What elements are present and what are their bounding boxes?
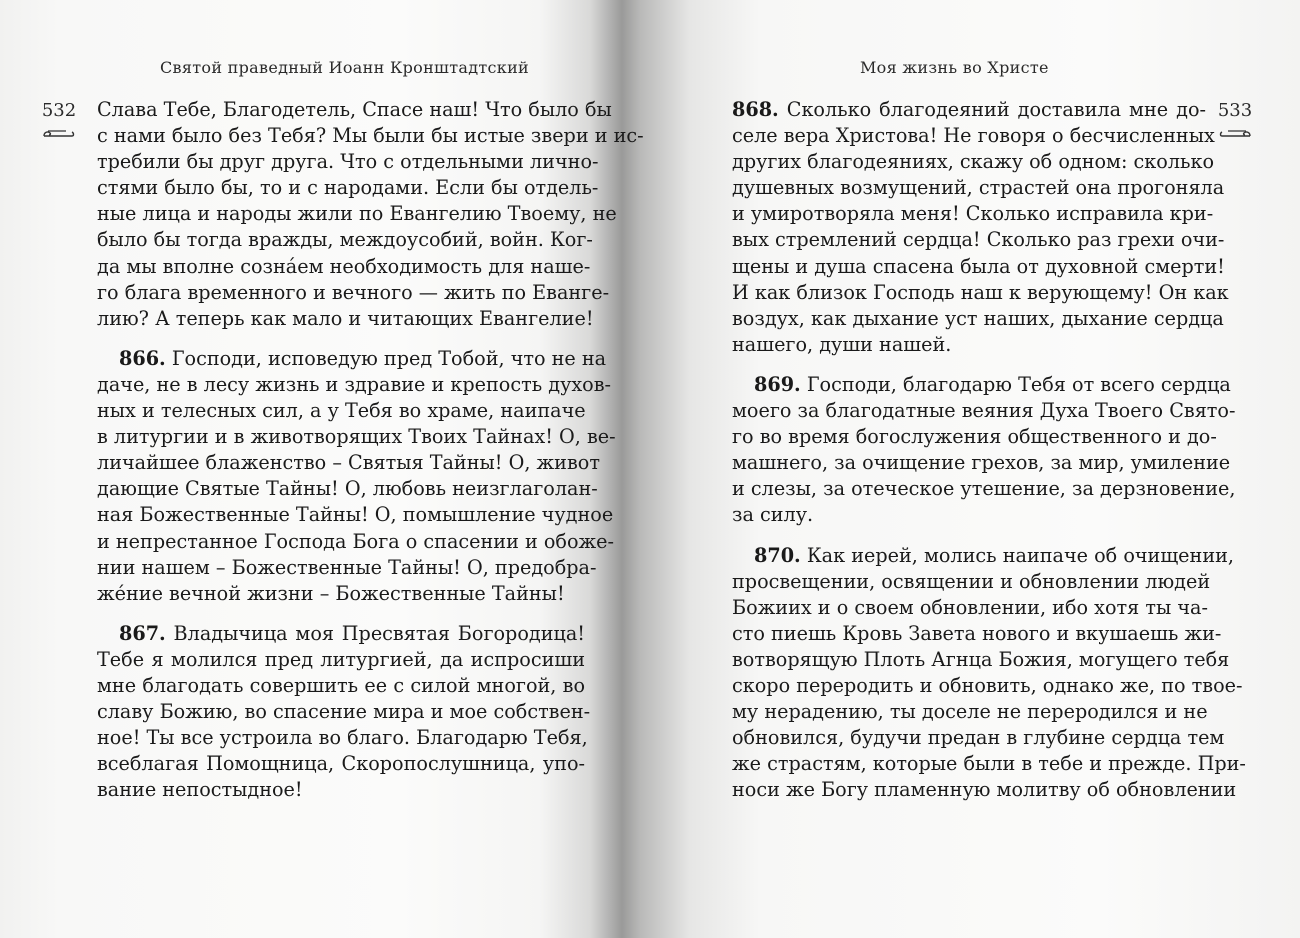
text-line — [97, 372, 612, 398]
text-line — [732, 227, 1225, 253]
line-text: с нами было без Тебя? Мы были бы истые звери и ис- — [97, 124, 644, 148]
line-text: го блага временного и вечного — жить по Еванге- — [97, 280, 610, 304]
text-line — [732, 306, 1224, 332]
text-line — [732, 123, 1215, 149]
text-line — [97, 673, 585, 699]
text-line — [732, 502, 1206, 528]
line-text: славу Божию, во спасение мира и мое собствен- — [97, 700, 591, 724]
paragraph — [732, 543, 1246, 804]
text-line — [97, 123, 644, 149]
text-line — [97, 581, 585, 607]
line-text: других благодеяниях, скажу об одном: сколько — [732, 150, 1214, 174]
text-line — [732, 201, 1214, 227]
paragraph — [732, 97, 1229, 358]
text-line — [732, 476, 1236, 502]
line-text: вание непостыдное! — [97, 778, 303, 802]
text-line — [97, 450, 600, 476]
line-text: даче, не в лесу жизнь и здравие и крепость духов- — [97, 372, 612, 396]
paragraph — [732, 372, 1236, 529]
text-line — [97, 621, 585, 647]
line-text: селе вера Христова! Не говоря о бесчисленных — [732, 124, 1215, 148]
text-line — [732, 595, 1206, 621]
text-line — [732, 149, 1214, 175]
paragraph-gap — [97, 332, 585, 346]
text-line — [732, 647, 1230, 673]
line-text: сто пиешь Кровь Завета нового и вкушаешь жи- — [732, 621, 1222, 645]
paragraph — [97, 346, 616, 607]
paragraph-number: 866. — [119, 346, 166, 370]
line-text: Слава Тебе, Благодетель, Спасе наш! Что было бы — [97, 98, 612, 121]
text-line — [732, 569, 1211, 595]
line-text: стями было бы, то и с народами. Если бы отдель- — [97, 176, 599, 200]
text-line — [97, 227, 593, 253]
line-text: носи же Богу пламенную молитву об обновлении — [732, 778, 1237, 802]
line-text: вотворящую Плоть Агнца Божия, могущего тебя — [732, 647, 1230, 671]
text-line — [97, 777, 585, 803]
line-text: личайшее блаженство – Святыя Тайны! О, живот — [97, 451, 600, 475]
line-text: ная Божественные Тайны! О, помышление чудное — [97, 503, 614, 527]
text-line — [732, 450, 1231, 476]
right-page — [630, 0, 1300, 938]
running-head-left: Святой праведный Иоанн Кронштадтский — [160, 58, 530, 77]
line-text: душевных возмущений, страстей она прогоняла — [732, 176, 1225, 200]
page-number-left: 532 — [41, 100, 77, 121]
paragraph-gap — [732, 358, 1206, 372]
line-text: всеблагая Помощница, Скоропослушница, упо- — [97, 752, 585, 776]
text-line — [732, 175, 1225, 201]
line-text: нии нашем – Божественные Тайны! О, предобра- — [97, 555, 597, 579]
paragraph-number: 869. — [754, 372, 801, 396]
text-line — [732, 725, 1225, 751]
text-line — [97, 149, 599, 175]
line-text: И как близок Господь наш к верующему! Он как — [732, 280, 1229, 304]
running-head-right: Моя жизнь во Христе — [860, 58, 1049, 77]
line-text: моего за благодатные веяния Духа Твоего Свято- — [732, 399, 1236, 423]
text-line — [732, 280, 1229, 306]
line-text: ное! Ты все устроила во благо. Благодарю Тебя, — [97, 726, 588, 750]
text-line — [732, 97, 1206, 123]
text-line — [732, 621, 1222, 647]
line-text: дающие Святые Тайны! О, любовь неизглаголан- — [97, 477, 598, 501]
text-line — [97, 175, 599, 201]
text-line — [97, 280, 610, 306]
line-text: щены и душа спасена была от духовной смерти! — [732, 254, 1225, 278]
line-text: Господи, исповедую пред Тобой, что не на — [165, 346, 607, 370]
line-text: просвещении, освящении и обновлении людей — [732, 569, 1211, 593]
text-line — [97, 699, 591, 725]
text-line — [97, 529, 615, 555]
line-text: было бы тогда вражды, междоусобий, войн. Ког- — [97, 228, 593, 252]
text-line — [732, 699, 1206, 725]
line-text: да мы вполне сознáем необходимость для наше- — [97, 254, 591, 278]
paragraph-number: 870. — [754, 543, 801, 567]
line-text: го во время богослужения общественного и до- — [732, 425, 1217, 449]
line-text: машнего, за очищение грехов, за мир, умиление — [732, 451, 1231, 475]
line-text: вых стремлений сердца! Сколько раз грехи очи- — [732, 228, 1225, 252]
scroll-ornament-icon — [42, 128, 76, 138]
paragraph-gap — [732, 529, 1206, 543]
text-line — [732, 332, 1206, 358]
line-text: ные лица и народы жили по Евангелию Твоему, не — [97, 202, 617, 226]
page-number-right: 533 — [1217, 100, 1253, 121]
text-line — [732, 777, 1237, 803]
line-text: обновился, будучи предан в глубине сердца тем — [732, 726, 1225, 750]
text-line — [97, 751, 585, 777]
left-page — [0, 0, 644, 938]
left-text-block — [97, 97, 644, 803]
scroll-ornament-icon — [1218, 128, 1252, 138]
text-line — [97, 306, 594, 332]
line-text: Господи, благодарю Тебя от всего сердца — [800, 372, 1231, 396]
text-line — [732, 673, 1243, 699]
text-line — [97, 97, 612, 123]
line-text: скоро переродить и обновить, однако же, по твое- — [732, 673, 1243, 697]
text-line — [97, 346, 607, 372]
line-text: в литургии и в животворящих Твоих Тайнах! О, ве- — [97, 425, 616, 449]
text-line — [732, 398, 1236, 424]
text-line — [97, 398, 585, 424]
paragraph — [97, 621, 591, 804]
line-text: Как иерей, молись наипаче об очищении, — [800, 543, 1234, 567]
line-text: Божиих и о своем обновлении, ибо хотя ты ча- — [732, 595, 1208, 619]
line-text: лию? А теперь как мало и читающих Евангелие! — [97, 306, 594, 330]
text-line — [97, 555, 597, 581]
paragraph — [97, 97, 644, 332]
text-line — [97, 254, 591, 280]
text-line — [732, 372, 1231, 398]
line-text: воздух, как дыхание уст наших, дыхание сердца — [732, 306, 1224, 330]
paragraph-gap — [97, 607, 585, 621]
text-line — [97, 201, 617, 227]
line-text: же страстям, которые были в тебе и прежде. При- — [732, 752, 1246, 776]
line-text: му нерадению, ты доселе не переродился и не — [732, 700, 1208, 724]
line-text: за силу. — [732, 503, 814, 527]
line-text: нашего, души нашей. — [732, 332, 952, 356]
text-line — [97, 725, 588, 751]
text-line — [732, 751, 1246, 777]
paragraph-number: 867. — [119, 621, 166, 645]
line-text: Сколько благодеяний доставила мне до- — [778, 98, 1206, 121]
line-text: требили бы друг друга. Что с отдельными лично- — [97, 150, 599, 174]
text-line — [732, 254, 1225, 280]
line-text: и умиротворяла меня! Сколько исправила кри- — [732, 202, 1214, 226]
line-text: и непрестанное Господа Бога о спасении и обоже- — [97, 529, 615, 553]
line-text: ных и телесных сил, а у Тебя во храме, наипаче — [97, 399, 586, 423]
paragraph-number: 868. — [732, 98, 779, 121]
line-text: и слезы, за отеческое утешение, за дерзновение, — [732, 477, 1236, 501]
text-line — [97, 476, 598, 502]
line-text: мне благодать совершить ее с силой многой, во — [97, 673, 585, 697]
text-line — [732, 543, 1234, 569]
text-line — [97, 424, 616, 450]
text-line — [97, 502, 614, 528]
line-text: же́ние вечной жизни – Божественные Тайны! — [97, 581, 565, 605]
line-text: Тебе я молился пред литургией, да испросиши — [97, 647, 585, 671]
line-text: Владычица моя Пресвятая Богородица! — [165, 621, 585, 645]
text-line — [97, 647, 585, 673]
text-line — [732, 424, 1217, 450]
